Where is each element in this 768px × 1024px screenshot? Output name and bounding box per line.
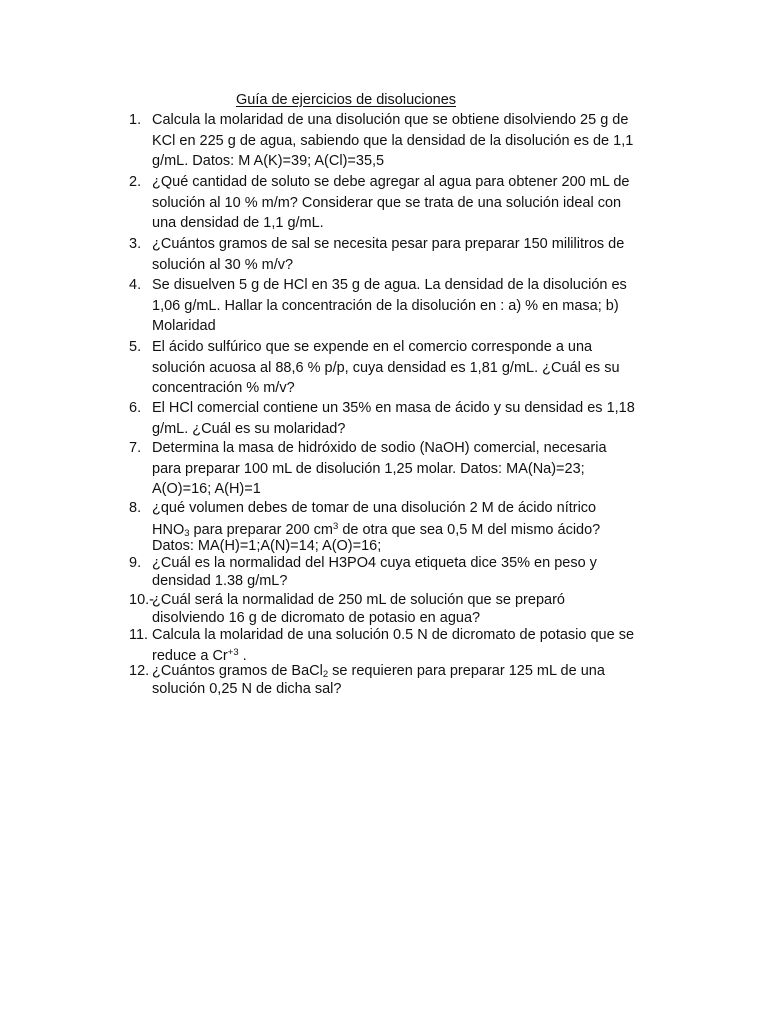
exercise-line: una densidad de 1,1 g/mL. [152,215,324,231]
superscript: +3 [227,647,239,658]
exercise-number: 9. [129,555,142,571]
exercise-line: solución 0,25 N de dicha sal? [152,681,342,697]
exercise-line: densidad 1.38 g/mL? [152,573,288,589]
formula-text: HNO [152,522,185,538]
exercise-line: concentración % m/v? [152,380,295,396]
exercise-line: solución al 30 % m/v? [152,256,294,273]
exercise-line: ¿Cuántos gramos de sal se necesita pesar para preparar 150 mililitros de [152,236,625,252]
exercise-line: Molaridad [152,318,216,334]
formula-text: reduce a Cr [152,648,228,664]
exercise-line: Calcula la molaridad de una disolución que se obtiene disolviendo 25 g de [152,112,629,128]
exercise-number: 10.- [129,592,154,608]
superscript: 3 [333,521,339,532]
exercise-line: El HCl comercial contiene un 35% en masa de ácido y su densidad es 1,18 [152,400,635,416]
formula-text: para preparar 200 cm [189,522,333,538]
exercise-line: para preparar 100 mL de disolución 1,25 molar. Datos: MA(Na)=23; [152,460,585,477]
exercise-number: 8. [129,500,142,516]
exercise-line: Datos: MA(H)=1;A(N)=14; A(O)=16; [152,538,382,554]
subscript: 3 [184,528,190,539]
exercise-number: 12. [129,663,150,679]
formula-text: de otra que sea 0,5 M del mismo ácido? [338,522,601,538]
exercise-line: solución acuosa al 88,6 % p/p, cuya densidad es 1,81 g/mL. ¿Cuál es su [152,359,620,376]
exercise-line: ¿Cuál será la normalidad de 250 mL de solución que se preparó [152,592,565,608]
formula-text: . [238,648,247,664]
exercise-line: Se disuelven 5 g de HCl en 35 g de agua. La densidad de la disolución es [152,277,627,293]
exercise-line: El ácido sulfúrico que se expende en el comercio corresponde a una [152,339,593,355]
exercise-number: 2. [129,174,142,190]
exercise-ion-line [152,645,247,665]
exercise-line: Calcula la molaridad de una solución 0.5 N de dicromato de potasio que se [152,627,635,643]
subscript: 2 [322,669,329,680]
exercise-number: 7. [129,440,142,456]
exercise-line: ¿Cuál es la normalidad del H3PO4 cuya etiqueta dice 35% en peso y [152,555,597,571]
exercise-line: g/mL. Datos: M A(K)=39; A(Cl)=35,5 [152,153,385,169]
exercise-number: 6. [129,400,142,416]
formula-text: se requieren para preparar 125 mL de una [328,663,605,679]
exercise-number: 4. [129,277,142,293]
exercise-number: 5. [129,339,142,355]
exercise-line: solución al 10 % m/m? Considerar que se trata de una solución ideal con [152,194,622,211]
exercise-line: g/mL. ¿Cuál es su molaridad? [152,420,346,437]
exercise-line: Determina la masa de hidróxido de sodio (NaOH) comercial, necesaria [152,440,607,456]
exercise-number: 11. [129,627,149,643]
exercise-number: 3. [129,236,142,252]
exercise-line: disolviendo 16 g de dicromato de potasio en agua? [152,610,481,626]
formula-text: ¿Cuántos gramos de BaCl [152,663,323,679]
exercise-line: A(O)=16; A(H)=1 [152,481,261,497]
exercise-line: ¿Qué cantidad de soluto se debe agregar al agua para obtener 200 mL de [152,174,630,190]
exercise-line: ¿qué volumen debes de tomar de una disolución 2 M de ácido nítrico [152,500,597,516]
exercise-line: 1,06 g/mL. Hallar la concentración de la disolución en : a) % en masa; b) [152,297,619,314]
exercise-number: 1. [129,112,142,128]
exercise-line: KCl en 225 g de agua, sabiendo que la densidad de la disolución es de 1,1 [152,132,634,149]
page-title: Guía de ejercicios de disoluciones [236,92,457,108]
